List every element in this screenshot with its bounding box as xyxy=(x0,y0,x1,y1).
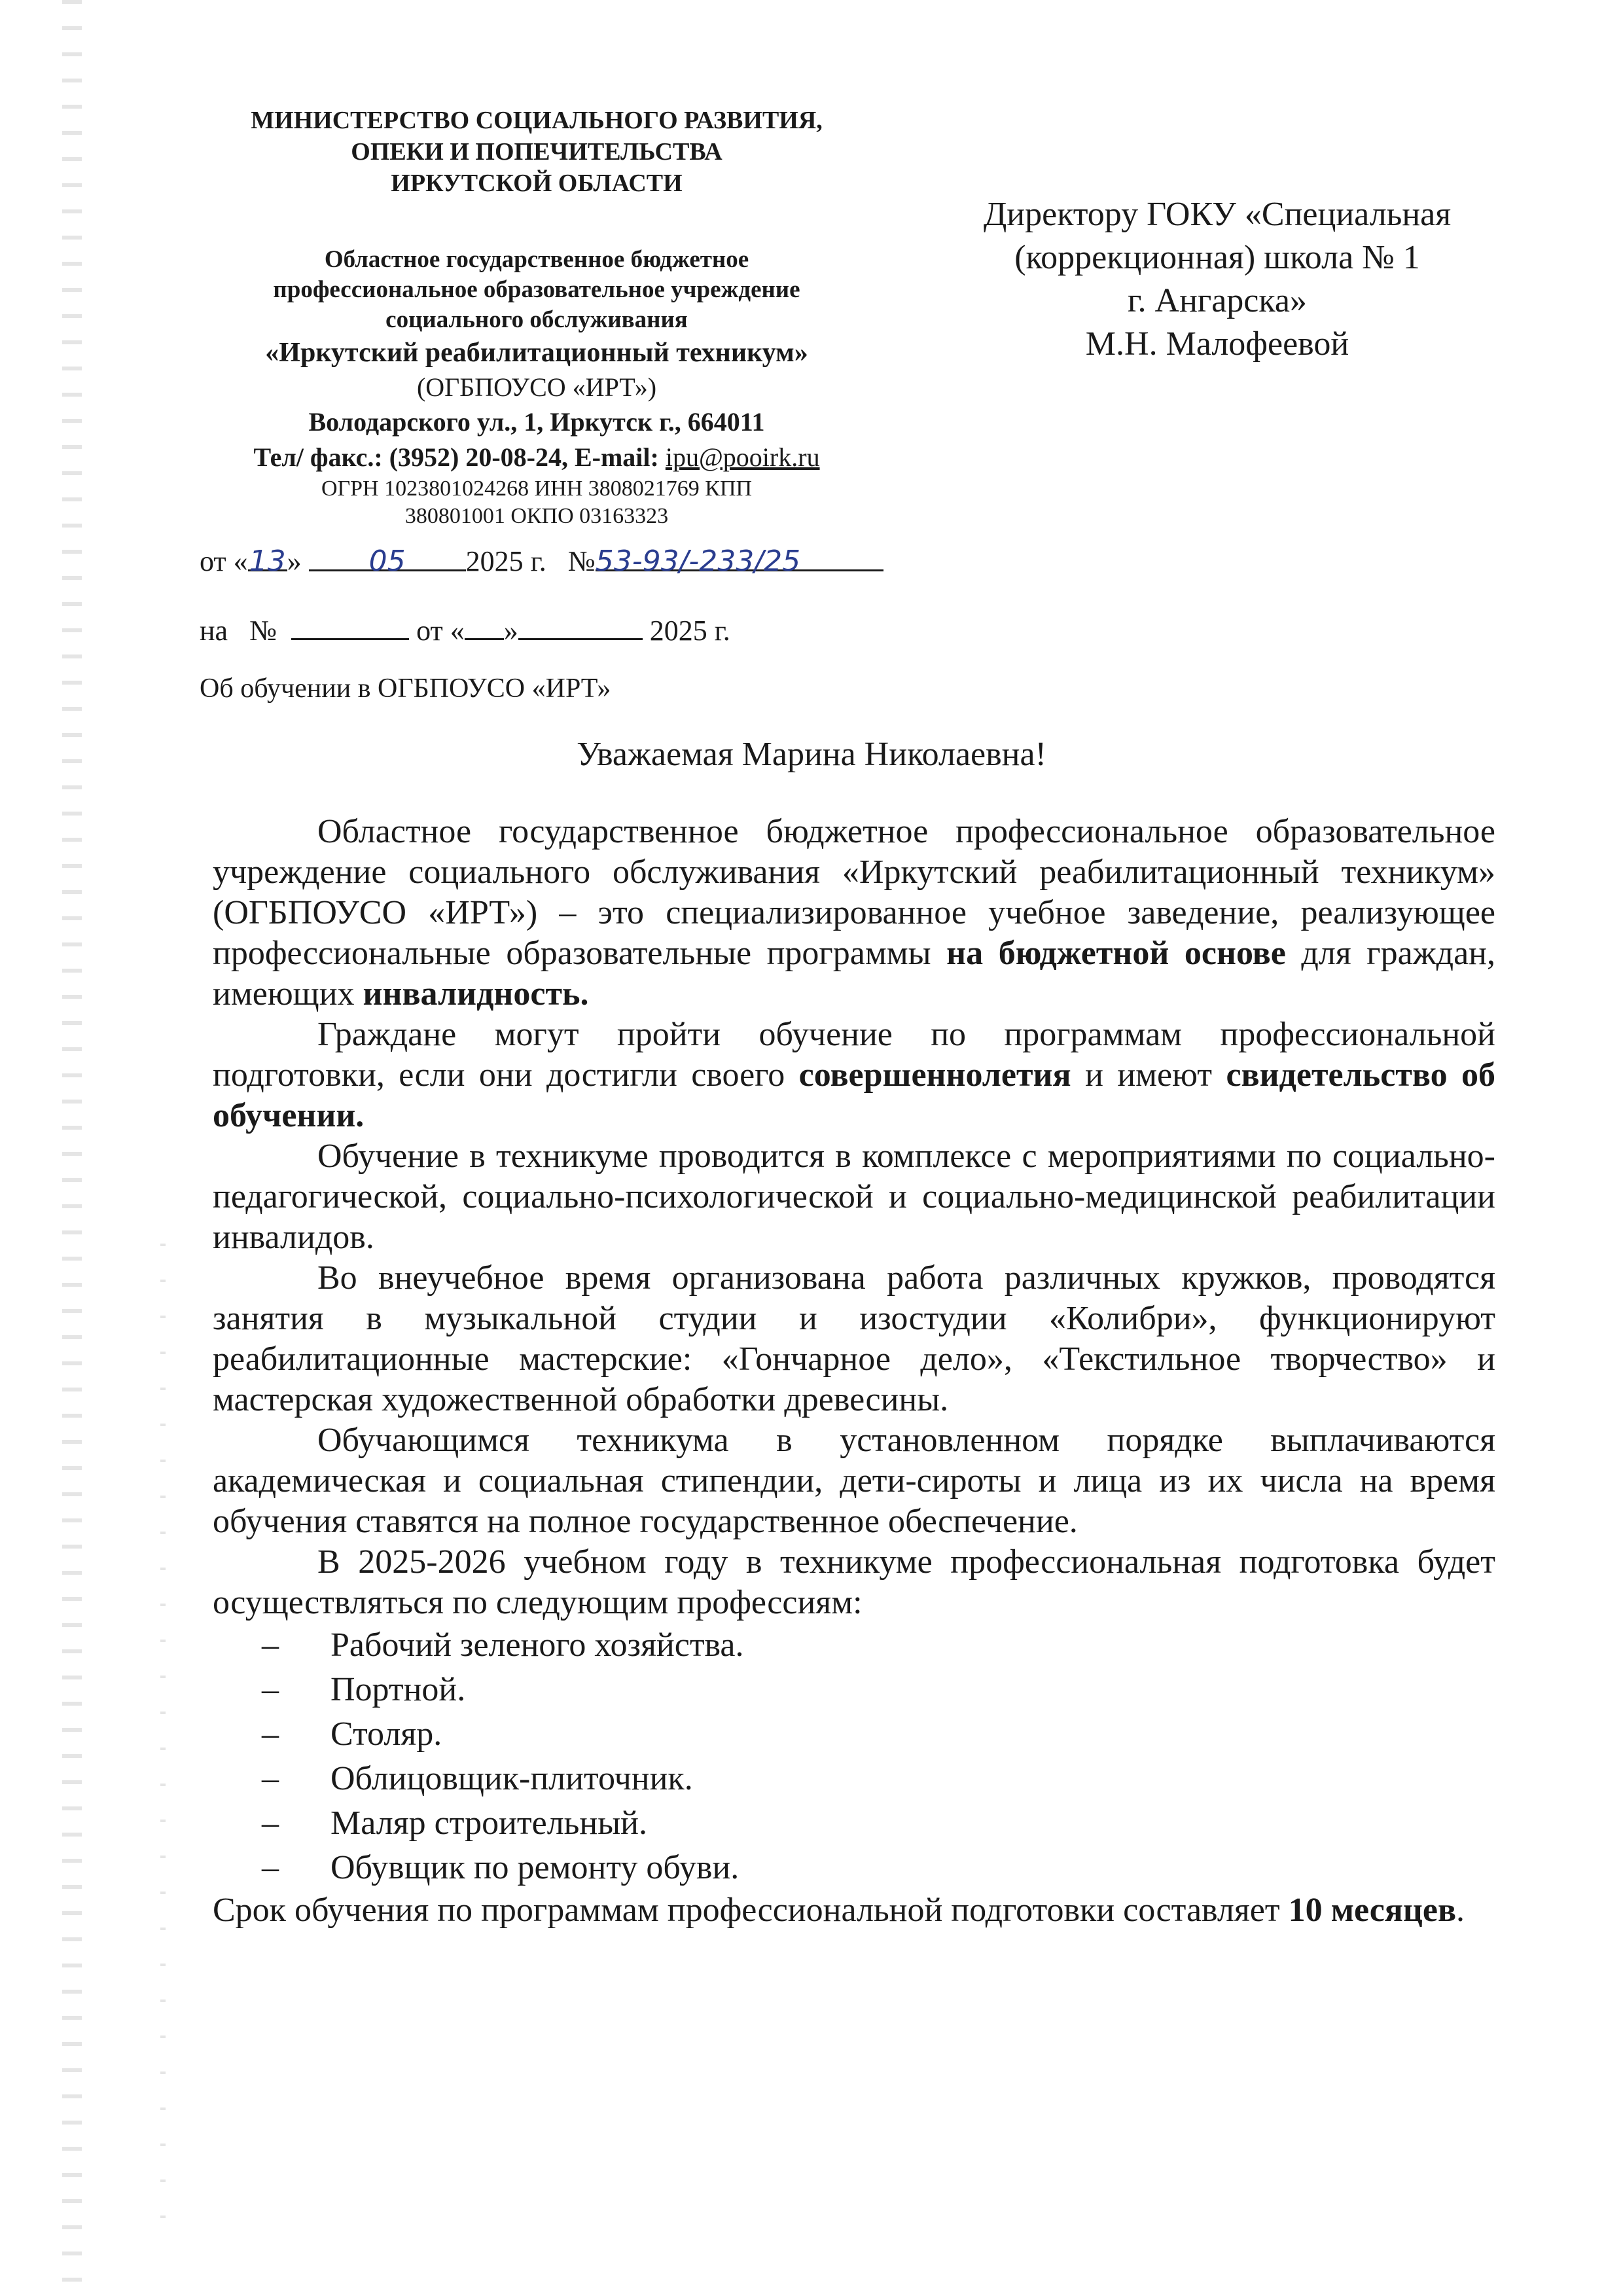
professions-list xyxy=(213,1623,1495,1890)
list-item: – Обувщик по ремонту обуви. xyxy=(262,1849,740,1886)
reply-month-field xyxy=(518,612,643,640)
letter-body xyxy=(213,812,1495,1931)
paragraph: Областное государственное бюджетное профессиональное образовательное учреждение социального обслуживания «Иркутский реабилитационный техникум» (ОГБПОУСО «ИРТ») – это специализированное учебное заведение, реализующее профессиональные образовательные программы на бюджетной основе для граждан, имеющих инвалидность. xyxy=(213,813,1496,1013)
letter-subject: Об обучении в ОГБПОУСО «ИРТ» xyxy=(200,673,611,704)
incoming-reference: на № от « » 2025 г. xyxy=(200,612,730,649)
paragraph: Обучающимся техникума в установленном порядке выплачиваются академическая и социальная стипендии, дети-сироты и лица из их числа на время обучения ставятся на полное государственное обеспечение. xyxy=(213,1422,1495,1540)
institution-type: Областное государственное бюджетное профессиональное образовательное учреждение социального обслуживания xyxy=(273,246,800,333)
email-link[interactable]: ipu@pooirk.ru xyxy=(665,442,820,472)
paragraph: Во внеучебное время организована работа различных кружков, проводятся занятия в музыкальной студии и изостудии «Колибри», функционируют реабилитационные мастерские: «Гончарное дело», «Текстильное творчество» и мастерская художественной обработки древесины. xyxy=(213,1259,1495,1418)
list-item: – Маляр строительный. xyxy=(262,1804,647,1842)
list-item: – Рабочий зеленого хозяйства. xyxy=(262,1626,744,1664)
outgoing-reference: от «13» 05 2025 г. №53-93/-233/25 xyxy=(200,543,883,580)
reply-number-field xyxy=(291,612,409,640)
institution-abbr: (ОГБПОУСО «ИРТ») xyxy=(416,372,657,402)
letterhead xyxy=(196,105,877,530)
institution-address: Володарского ул., 1, Иркутск г., 664011 xyxy=(308,407,765,437)
paragraph: Граждане могут пройти обучение по программам профессиональной подготовки, если они достигли своего совершеннолетия и имеют свидетельство об обучении. xyxy=(213,1016,1496,1134)
registry-codes: ОГРН 1023801024268 ИНН 3808021769 КПП 380801001 ОКПО 03163323 xyxy=(321,476,753,528)
scan-edge-artifact xyxy=(62,0,82,2296)
month-field: 05 xyxy=(309,543,466,571)
addressee-block: Директору ГОКУ «Специальная (коррекционная) школа № 1 г. Ангарска» М.Н. Малофеевой xyxy=(983,196,1452,363)
list-item: – Облицовщик-плиточник. xyxy=(262,1760,693,1797)
list-item: – Столяр. xyxy=(262,1715,442,1753)
ministry-name: МИНИСТЕРСТВО СОЦИАЛЬНОГО РАЗВИТИЯ, ОПЕКИ И ПОПЕЧИТЕЛЬСТВА ИРКУТСКОЙ ОБЛАСТИ xyxy=(251,107,823,197)
day-field: 13 xyxy=(249,545,286,578)
salutation: Уважаемая Марина Николаевна! xyxy=(577,736,1046,773)
study-term: Срок обучения по программам профессиональной подготовки составляет 10 месяцев. xyxy=(213,1892,1465,1929)
list-item: – Портной. xyxy=(262,1671,466,1708)
paragraph: Обучение в техникуме проводится в комплексе с мероприятиями по социально-педагогической, социально-психологической и социально-медицинской реабилитации инвалидов. xyxy=(213,1138,1495,1256)
institution-name: «Иркутский реабилитационный техникум» xyxy=(265,338,808,368)
paragraph: В 2025-2026 учебном году в техникуме профессиональная подготовка будет осуществляться по следующим профессиям: xyxy=(213,1543,1495,1621)
contact-line: Тел/ факс.: (3952) 20-08-24, E-mail: ipu@pooirk.ru xyxy=(253,442,820,472)
reply-day-field xyxy=(465,612,504,640)
outgoing-number-field: 53-93/-233/25 xyxy=(596,543,883,571)
scan-edge-artifact xyxy=(160,1244,166,2225)
